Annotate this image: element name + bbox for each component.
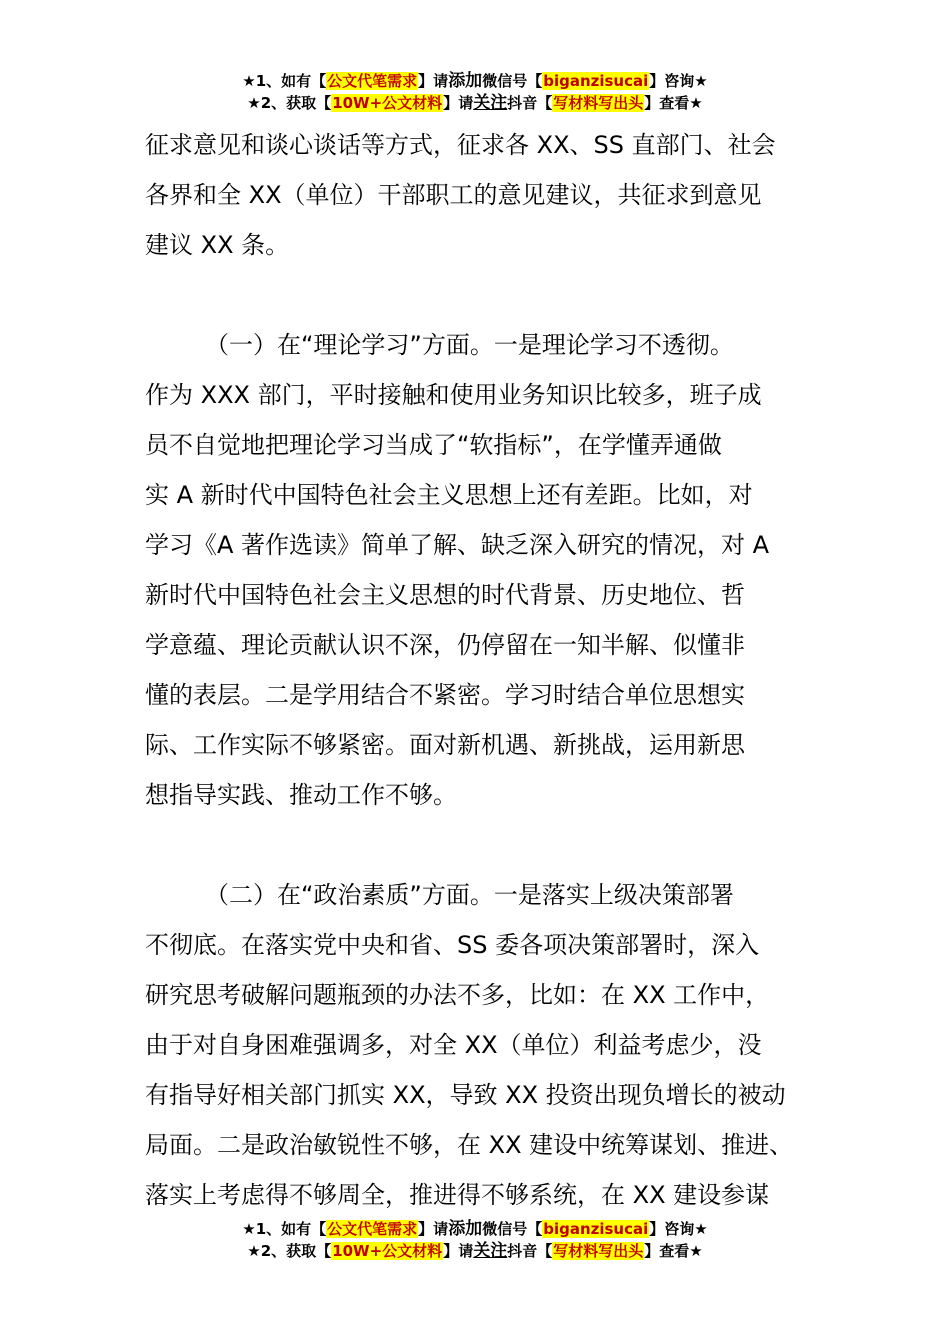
promo-text: 】咨询★	[649, 72, 708, 90]
text-line: 懂的表层。二是学用结合不紧密。学习时结合单位思想实	[145, 681, 745, 709]
promo-text: ★2、获取【	[247, 1242, 332, 1260]
promo-douyin-id: 写材料写出头	[553, 1242, 644, 1260]
promo-highlight: 10W+公文材料	[332, 94, 443, 112]
promo-emphasis: 添加	[448, 1219, 483, 1239]
promo-text: 】请	[443, 94, 474, 112]
text-line: 实 A 新时代中国特色社会主义思想上还有差距。比如，对	[145, 481, 753, 509]
promo-text: 】查看★	[644, 1242, 703, 1260]
promo-text: 】请	[418, 1220, 449, 1238]
document-body	[145, 120, 815, 1220]
header-promo	[0, 70, 950, 114]
promo-text: 】查看★	[644, 94, 703, 112]
promo-text: 微信号【	[482, 72, 543, 90]
promo-emphasis: 添加	[448, 71, 483, 91]
promo-highlight: 公文代笔需求	[327, 72, 418, 90]
text-line: 际、工作实际不够紧密。面对新机遇、新挑战，运用新思	[145, 731, 745, 759]
promo-text: 抖音【	[507, 94, 553, 112]
promo-text: 】请	[443, 1242, 474, 1260]
paragraph-political-quality	[145, 870, 815, 1220]
text-line: 落实上考虑得不够周全，推进得不够系统，在 XX 建设参谋	[145, 1181, 770, 1209]
paragraph-theory-study	[145, 320, 815, 820]
promo-highlight: 10W+公文材料	[332, 1242, 443, 1260]
footer-promo	[0, 1218, 950, 1262]
text-line: 各界和全 XX（单位）干部职工的意见建议，共征求到意见	[145, 181, 762, 209]
promo-text: 微信号【	[482, 1220, 543, 1238]
header-promo-line-2	[0, 92, 950, 114]
text-line: 有指导好相关部门抓实 XX，导致 XX 投资出现负增长的被动	[145, 1081, 786, 1109]
header-promo-line-1	[0, 70, 950, 92]
text-line: 不彻底。在落实党中央和省、SS 委各项决策部署时，深入	[145, 931, 760, 959]
promo-text: 抖音【	[507, 1242, 553, 1260]
promo-text: ★1、如有【	[242, 1220, 327, 1238]
promo-douyin-id: 写材料写出头	[553, 94, 644, 112]
promo-text: ★1、如有【	[242, 72, 327, 90]
paragraph-intro	[145, 120, 815, 270]
promo-text: 】请	[418, 72, 449, 90]
text-line: 研究思考破解问题瓶颈的办法不多，比如：在 XX 工作中，	[145, 981, 770, 1009]
promo-highlight: 公文代笔需求	[327, 1220, 418, 1238]
text-line: 征求意见和谈心谈话等方式，征求各 XX、SS 直部门、社会	[145, 131, 776, 159]
text-line: 员不自觉地把理论学习当成了“软指标”，在学懂弄通做	[145, 431, 722, 459]
text-line: （二）在“政治素质”方面。一是落实上级决策部署	[205, 881, 734, 909]
text-line: 由于对自身困难强调多，对全 XX（单位）利益考虑少，没	[145, 1031, 762, 1059]
footer-promo-line-2	[0, 1240, 950, 1262]
text-line: 作为 XXX 部门，平时接触和使用业务知识比较多，班子成	[145, 381, 762, 409]
promo-wechat-id: biganzisucai	[543, 1220, 649, 1238]
promo-text: 】咨询★	[649, 1220, 708, 1238]
text-line: 学意蕴、理论贡献认识不深，仍停留在一知半解、似懂非	[145, 631, 745, 659]
promo-wechat-id: biganzisucai	[543, 72, 649, 90]
promo-emphasis: 关注	[473, 93, 508, 113]
text-line: 学习《A 著作选读》简单了解、缺乏深入研究的情况，对 A	[145, 531, 770, 559]
text-line: 想指导实践、推动工作不够。	[145, 781, 457, 809]
text-line: 建议 XX 条。	[145, 231, 290, 259]
promo-emphasis: 关注	[473, 1241, 508, 1261]
text-line: 新时代中国特色社会主义思想的时代背景、历史地位、哲	[145, 581, 745, 609]
promo-text: ★2、获取【	[247, 94, 332, 112]
text-line: 局面。二是政治敏锐性不够，在 XX 建设中统筹谋划、推进、	[145, 1131, 794, 1159]
text-line: （一）在“理论学习”方面。一是理论学习不透彻。	[205, 331, 734, 359]
footer-promo-line-1	[0, 1218, 950, 1240]
